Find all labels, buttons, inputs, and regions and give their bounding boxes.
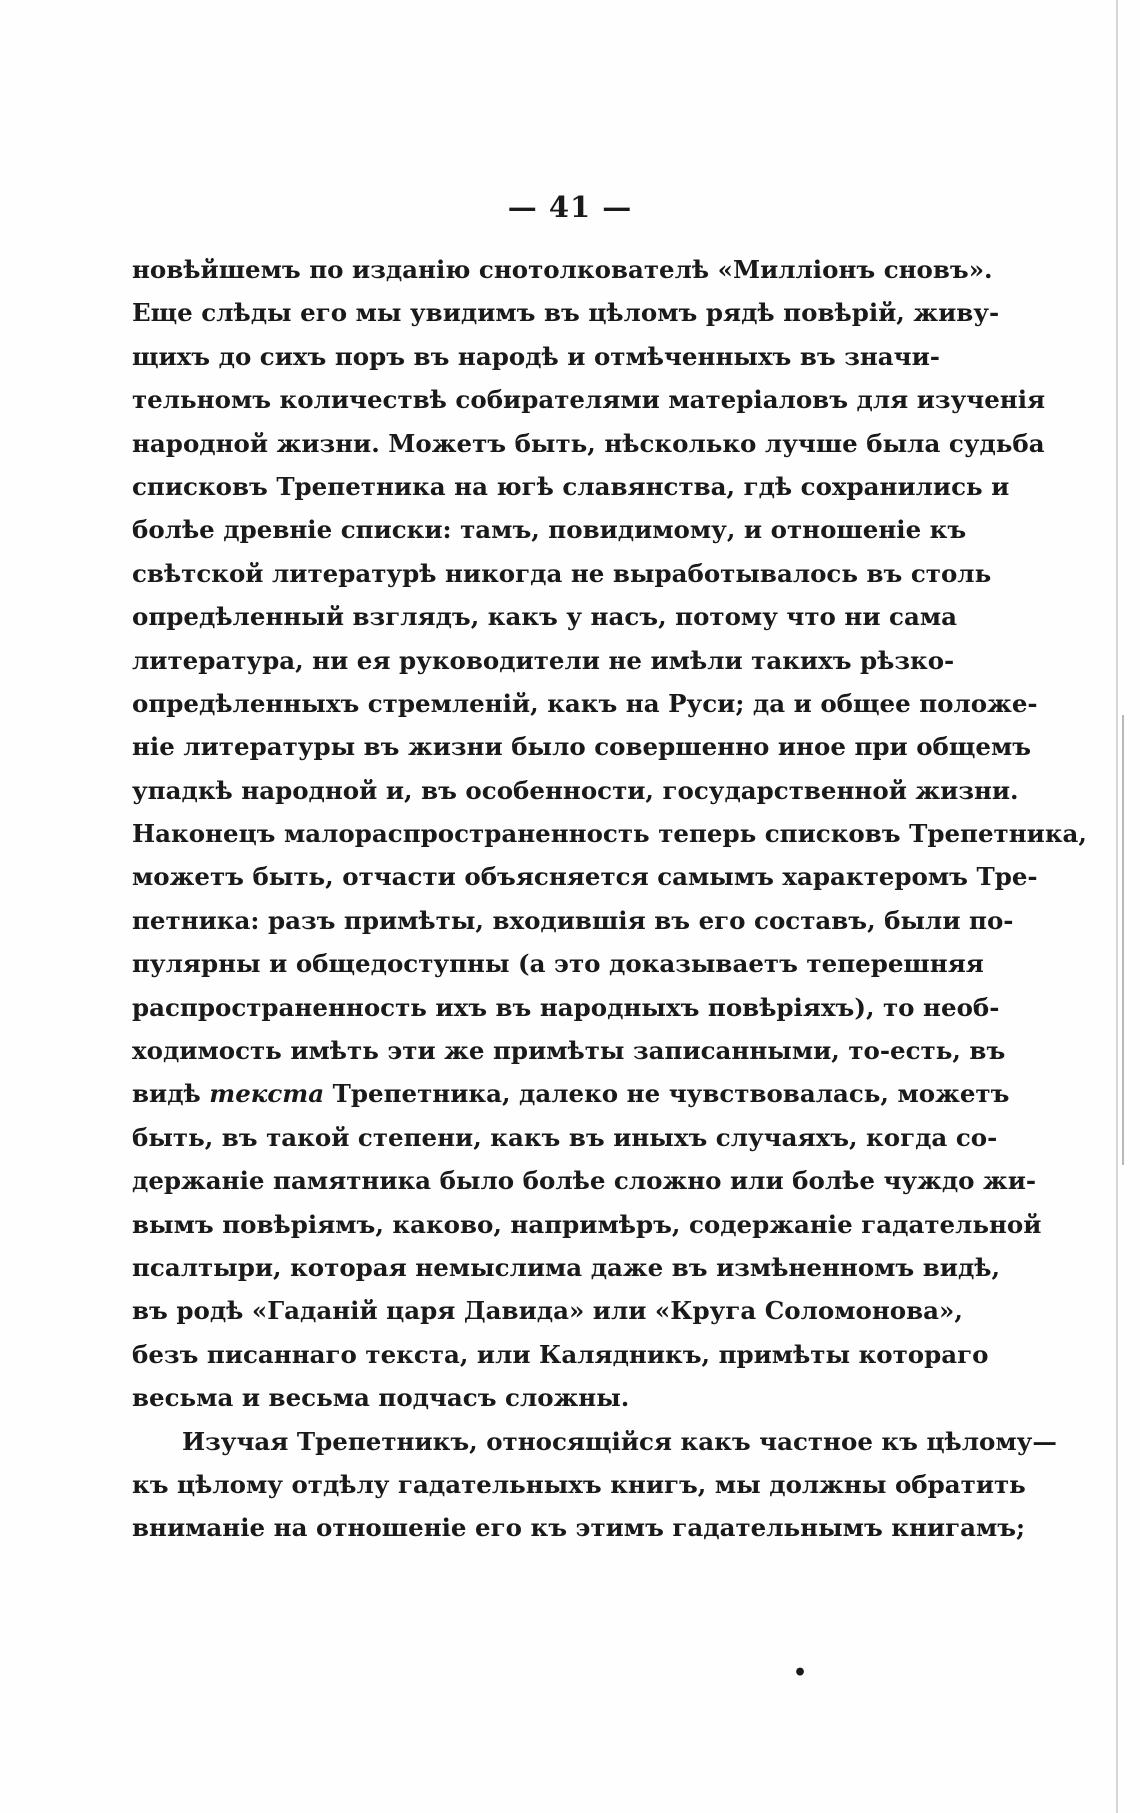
text-line: безъ писаннаго текста, или Калядникъ, примѣты котораго: [132, 1339, 989, 1369]
page-number: — 41 —: [507, 190, 633, 224]
body-text: [132, 248, 1087, 1550]
text-line: вымъ повѣріямъ, каково, напримѣръ, содержаніе гадательной: [132, 1209, 1042, 1239]
text-line: опредѣленныхъ стремленій, какъ на Руси; да и общее положе-: [132, 688, 1038, 718]
paragraph-end-line: весьма и весьма подчасъ сложны.: [132, 1383, 630, 1413]
text-line: упадкѣ народной и, въ особенности, государственной жизни.: [132, 775, 1019, 805]
text-segment: Трепетника, далеко не чувствовалась, можетъ: [332, 1079, 1010, 1109]
text-line: въ родѣ «Гаданій царя Давида» или «Круга Соломонова»,: [132, 1296, 963, 1326]
text-line: болѣе древніе списки: тамъ, повидимому, и отношеніе къ: [132, 515, 967, 545]
text-line: опредѣленный взглядъ, какъ у насъ, потому что ни сама: [132, 602, 957, 632]
text-line: вниманіе на отношеніе его къ этимъ гадательнымъ книгамъ;: [132, 1513, 1026, 1543]
text-line: быть, въ такой степени, какъ въ иныхъ случаяхъ, когда со-: [132, 1122, 998, 1152]
text-line: тельномъ количествѣ собирателями матеріаловъ для изученія: [132, 385, 1046, 415]
text-line: псалтыри, которая немыслима даже въ измѣненномъ видѣ,: [132, 1252, 1001, 1282]
text-line: щихъ до сихъ поръ въ народѣ и отмѣченныхъ въ значи-: [132, 341, 940, 371]
text-line: ніе литературы въ жизни было совершенно иное при общемъ: [132, 732, 1032, 762]
text-line: къ цѣлому отдѣлу гадательныхъ книгъ, мы должны обратить: [132, 1469, 1026, 1499]
text-line: распространенность ихъ въ народныхъ повѣріяхъ), то необ-: [132, 992, 1000, 1022]
text-segment: видѣ: [132, 1079, 201, 1109]
text-line: Наконецъ малораспространенность теперь списковъ Трепетника,: [132, 819, 1087, 849]
italic-term: текста: [209, 1079, 325, 1109]
page-edge-line: [1116, 0, 1118, 1813]
margin-scan-line: [1122, 715, 1124, 1165]
text-line: свѣтской литературѣ никогда не выработывалось въ столь: [132, 558, 992, 588]
paragraph-start-line: Изучая Трепетникъ, относящійся какъ частное къ цѣлому—: [182, 1426, 1057, 1456]
text-line-with-italic: [132, 1072, 1010, 1115]
text-line: можетъ быть, отчасти объясняется самымъ характеромъ Тре-: [132, 862, 1038, 892]
text-line: литература, ни ея руководители не имѣли такихъ рѣзко-: [132, 645, 955, 675]
text-line: новѣйшемъ по изданію снотолкователѣ «Милліонъ сновъ».: [132, 255, 993, 284]
text-line: держаніе памятника было болѣе сложно или болѣе чуждо жи-: [132, 1166, 1037, 1196]
text-line: пулярны и общедоступны (а это доказываетъ теперешняя: [132, 949, 984, 979]
signature-mark: •: [793, 1660, 808, 1686]
text-line: народной жизни. Можетъ быть, нѣсколько лучше была судьба: [132, 428, 1045, 458]
text-line: Еще слѣды его мы увидимъ въ цѣломъ рядѣ повѣрій, живу-: [132, 298, 1000, 328]
text-line: списковъ Трепетника на югѣ славянства, гдѣ сохранились и: [132, 471, 1010, 501]
text-line: ходимость имѣть эти же примѣты записанными, то-есть, въ: [132, 1036, 1006, 1066]
text-line: петника: разъ примѣты, входившія въ его составъ, были по-: [132, 905, 1014, 935]
